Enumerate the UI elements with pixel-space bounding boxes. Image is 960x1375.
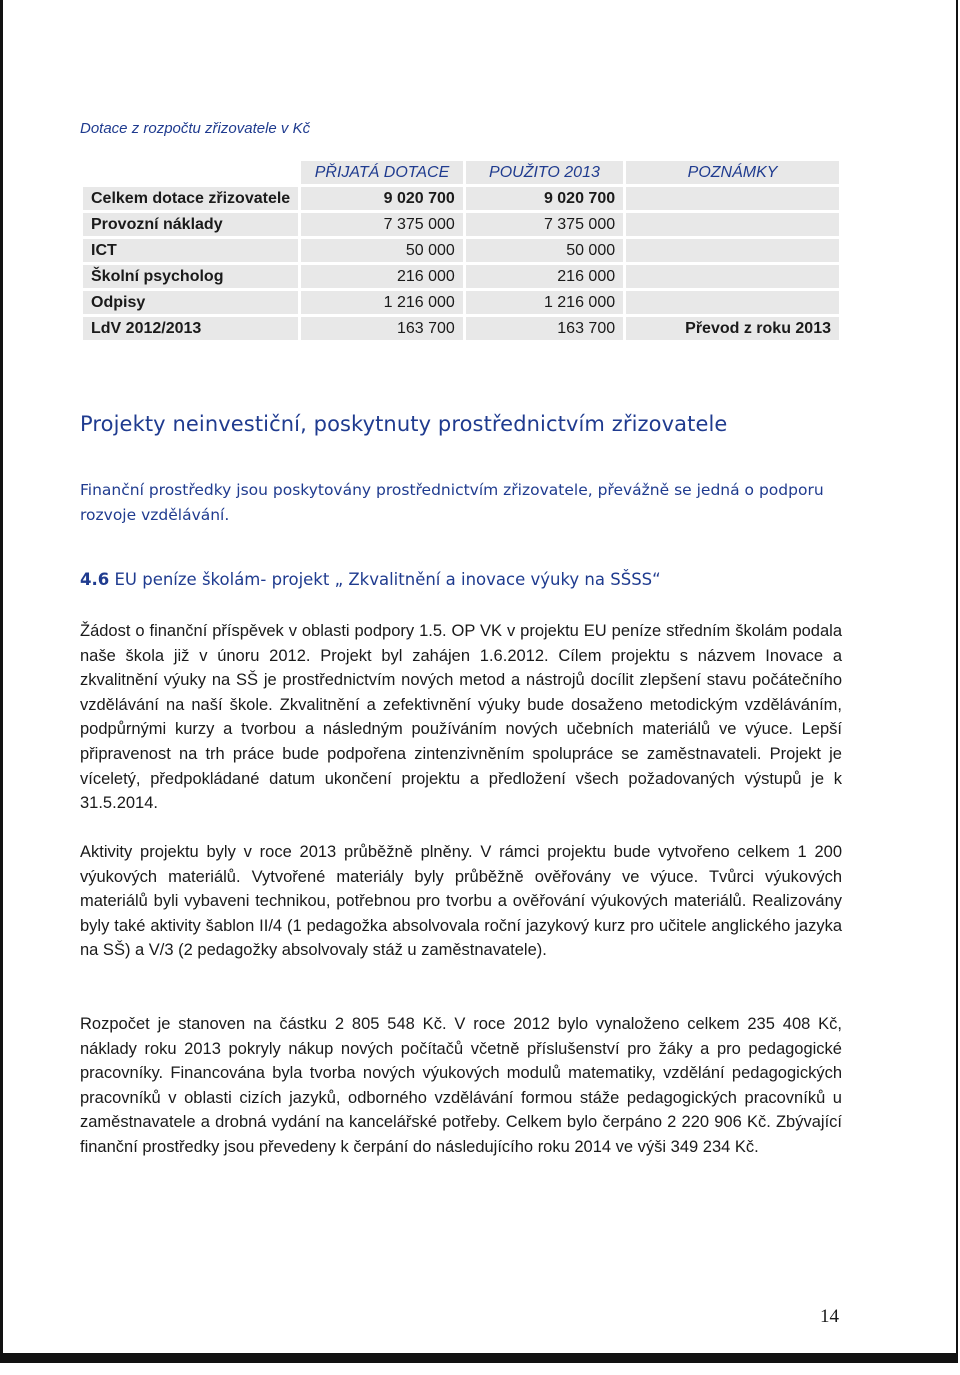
row-received: 163 700	[301, 317, 463, 340]
row-note	[626, 213, 839, 236]
table-row	[83, 239, 839, 262]
project-number: 4.6	[80, 570, 110, 589]
table-row	[83, 317, 839, 340]
row-label: Provozní náklady	[83, 213, 298, 236]
project-title: EU peníze školám- projekt „ Zkvalitnění a inovace výuky na SŠSS“	[109, 570, 661, 589]
row-note: Převod z roku 2013	[626, 317, 839, 340]
header-label	[83, 161, 298, 184]
row-label: Celkem dotace zřizovatele	[83, 187, 298, 210]
row-label: LdV 2012/2013	[83, 317, 298, 340]
row-label: ICT	[83, 239, 298, 262]
row-note	[626, 265, 839, 288]
table-caption: Dotace z rozpočtu zřizovatele v Kč	[80, 120, 311, 137]
body-paragraph: Rozpočet je stanoven na částku 2 805 548 Kč. V roce 2012 bylo vynaloženo celkem 235 408 Kč, náklady roku 2013 pokryly nákup nových počítačů včetně příslušenství pro žáky a pro pedagogické pracovníky. Financována byla tvorba nových výukových modulů matematiky, vzdělání pedagogických pracovníků v oblasti cizích jazyků, odborného vzdělávání formou stáže pedagogických pracovníků u zaměstnavatele a drobná vydání na kancelářské potřeby. Celkem bylo čerpáno 2 220 906 Kč. Zbývající finanční prostředky jsou převedeny k čerpání do následujícího roku 2014 ve výši 349 234 Kč.	[80, 1015, 842, 1156]
row-used: 50 000	[466, 239, 623, 262]
row-label: Odpisy	[83, 291, 298, 314]
row-used: 9 020 700	[466, 187, 623, 210]
budget-table	[80, 158, 842, 343]
row-received: 50 000	[301, 239, 463, 262]
row-used: 163 700	[466, 317, 623, 340]
row-received: 216 000	[301, 265, 463, 288]
project-heading	[80, 570, 661, 589]
row-received: 1 216 000	[301, 291, 463, 314]
row-note	[626, 187, 839, 210]
intro-paragraph: Finanční prostředky jsou poskytovány prostřednictvím zřizovatele, převážně se jedná o podporu rozvoje vzdělávání.	[80, 481, 824, 524]
row-used: 7 375 000	[466, 213, 623, 236]
header-used: POUŽITO 2013	[466, 161, 623, 184]
row-label: Školní psycholog	[83, 265, 298, 288]
table-row	[83, 187, 839, 210]
body-paragraph: Žádost o finanční příspěvek v oblasti podpory 1.5. OP VK v projektu EU peníze středním školám podala naše škola již v únoru 2012. Projekt byl zahájen 1.6.2012. Cílem projektu s názvem Inovace a zkvalitnění výuky na SŠ je prostřednictvím nových metod a nástrojů docílit zlepšení stavu počátečního vzdělávání na naší škole. Zkvalitnění a zefektivnění výuky bude dosaženo metodickým vzděláváním, podpůrnými kurzy a tvorbou a následným používáním nových učebních materiálů ve výuce. Lepší připravenost na trh práce bude podpořena zintenzivněním spolupráce se zaměstnavateli. Projekt je víceletý, předpokládané datum ukončení projektu a předložení všech požadovaných výstupů je k 31.5.2014.	[80, 622, 842, 813]
table-row	[83, 265, 839, 288]
row-used: 216 000	[466, 265, 623, 288]
body-paragraph: Aktivity projektu byly v roce 2013 průběžně plněny. V rámci projektu bude vytvořeno celkem 1 200 výukových materiálů. Vytvořené materiály byly průběžně ověřovány ve výuce. Tvůrci výukových materiálů byli vybaveni technikou, potřebnou pro tvorbu a ověřování výukových materiálů. Realizovány byly také aktivity šablon II/4 (1 pedagožka absolvovala roční jazykový kurz pro učitele anglického jazyka na SŠ) a V/3 (2 pedagožky absolvovaly stáž u zaměstnavatele).	[80, 843, 842, 960]
table-header-row	[83, 161, 839, 184]
page-number: 14	[820, 1306, 839, 1327]
row-note	[626, 291, 839, 314]
header-notes: POZNÁMKY	[626, 161, 839, 184]
row-note	[626, 239, 839, 262]
table-row	[83, 291, 839, 314]
section-title: Projekty neinvestiční, poskytnuty prostřednictvím zřizovatele	[80, 412, 728, 436]
header-received: PŘIJATÁ DOTACE	[301, 161, 463, 184]
table-row	[83, 213, 839, 236]
row-received: 9 020 700	[301, 187, 463, 210]
row-used: 1 216 000	[466, 291, 623, 314]
row-received: 7 375 000	[301, 213, 463, 236]
